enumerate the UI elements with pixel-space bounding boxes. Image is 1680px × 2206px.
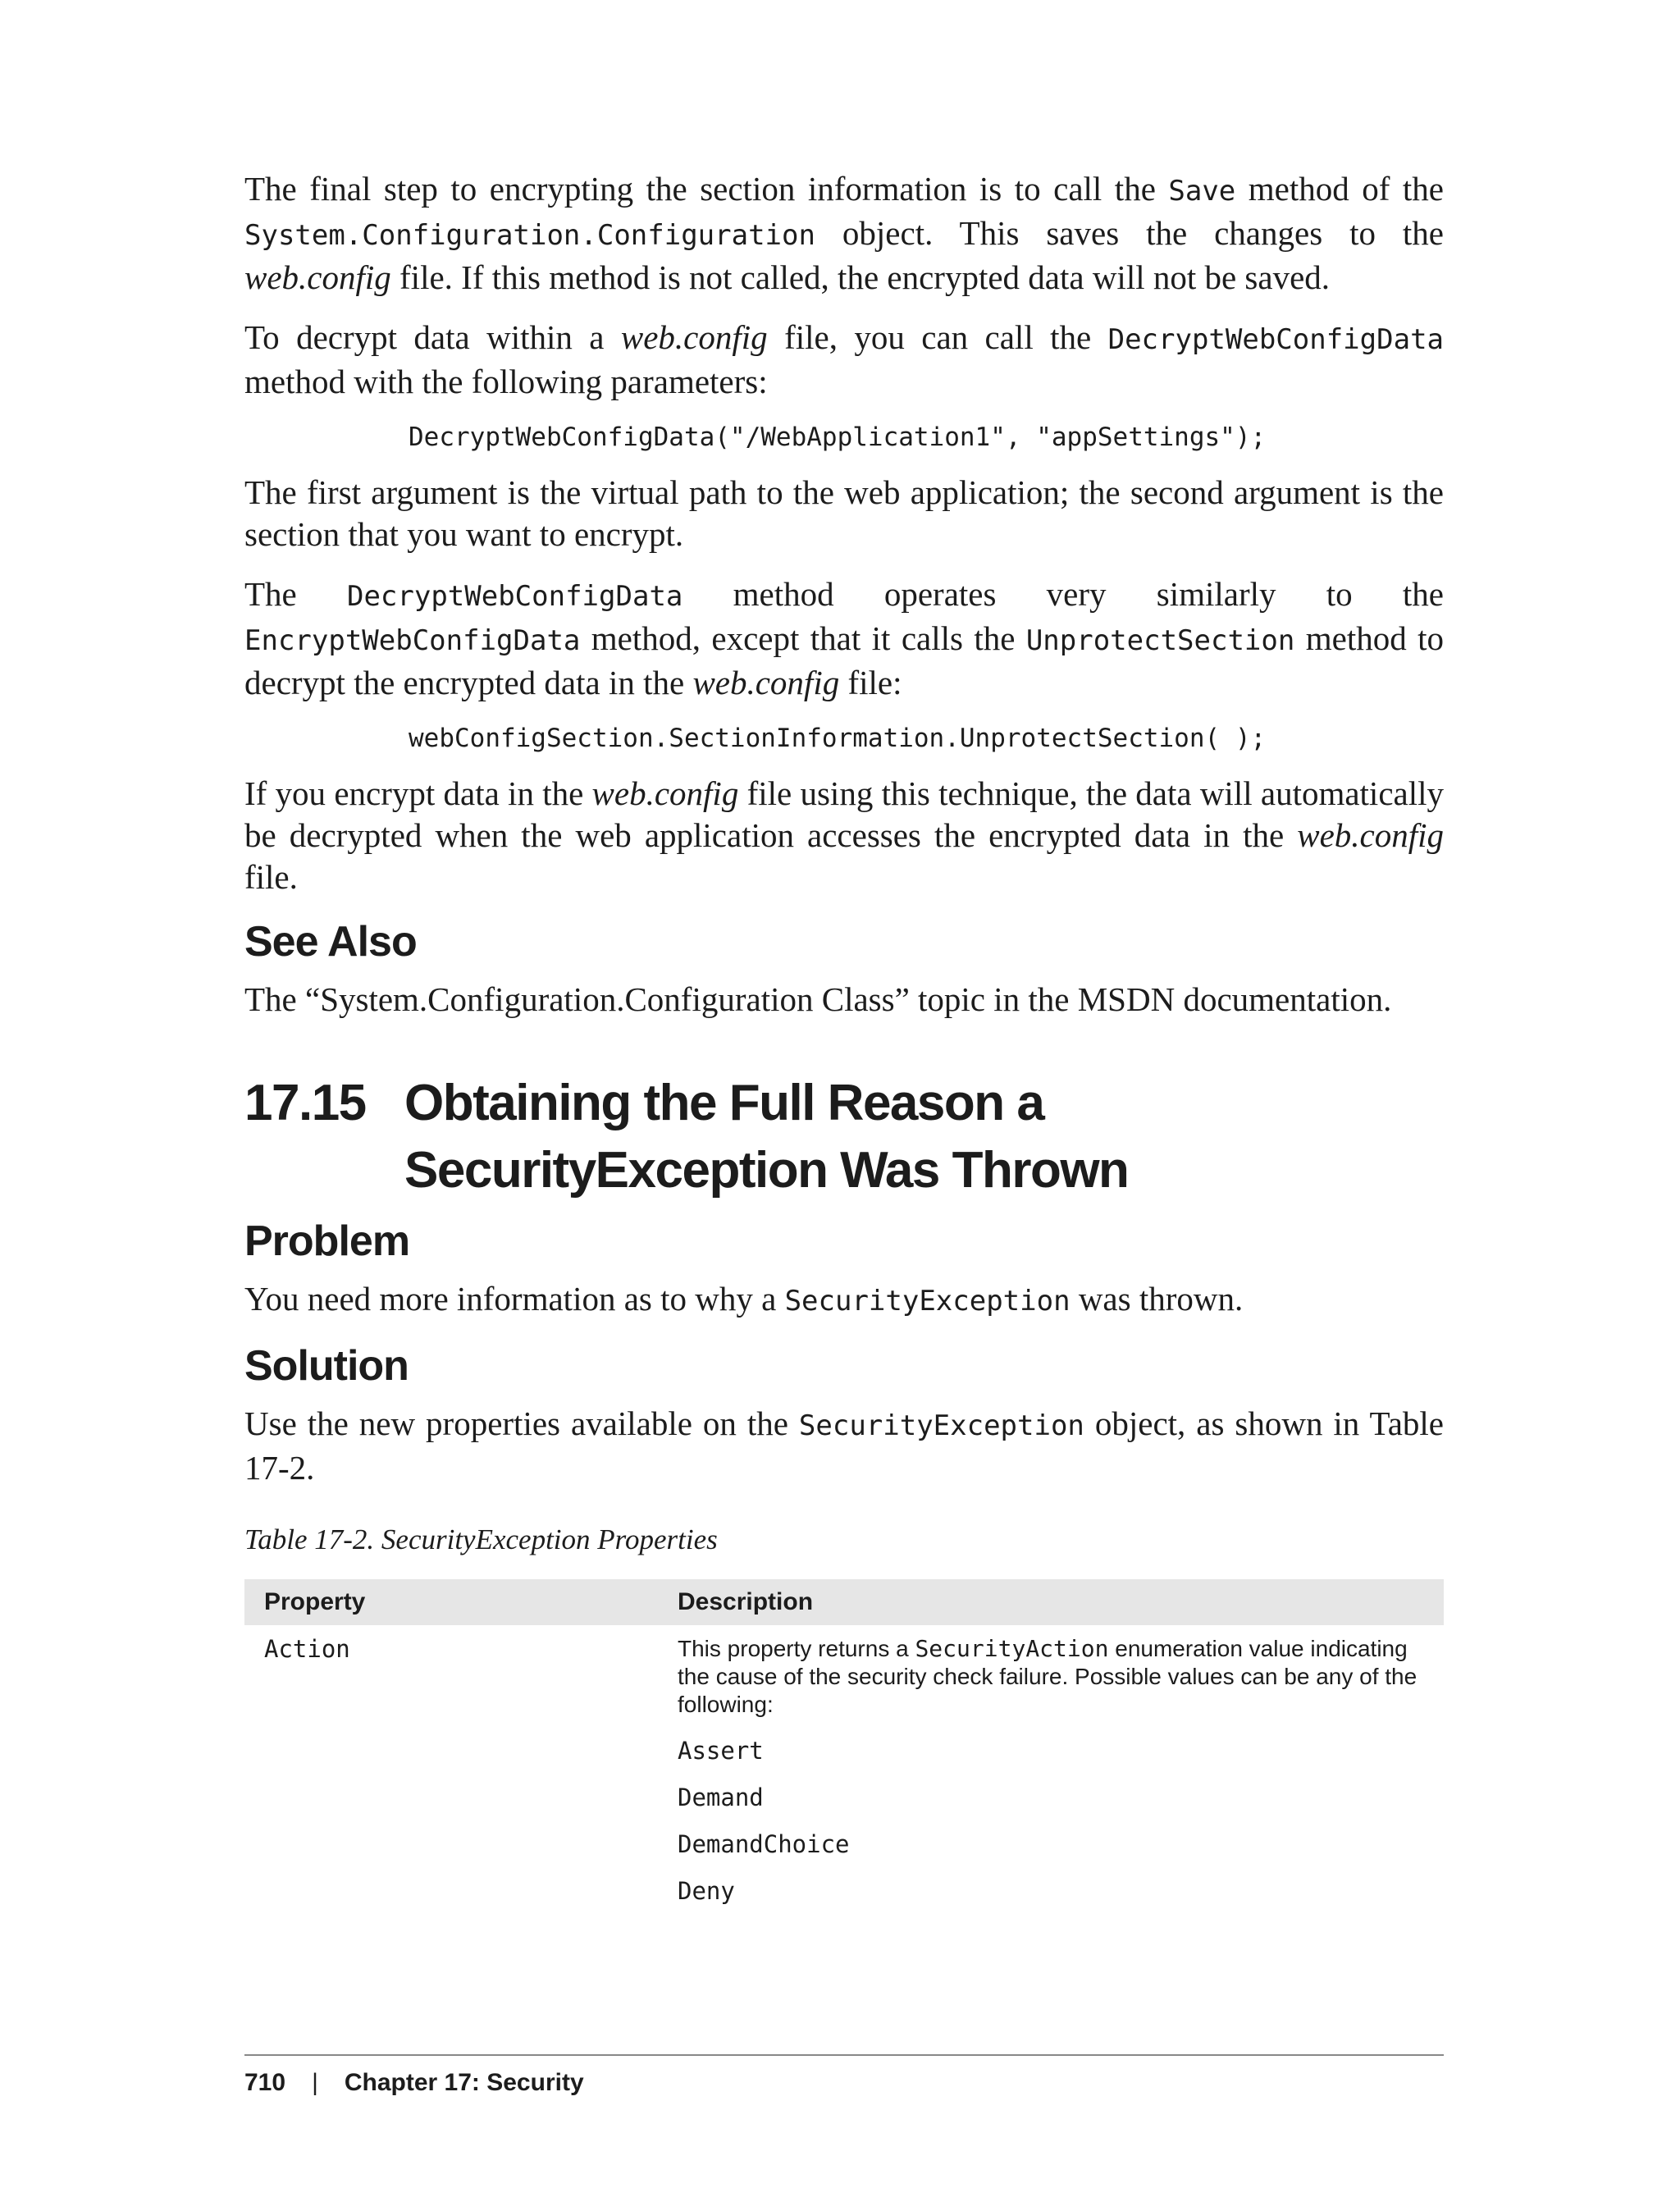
paragraph	[244, 773, 1444, 898]
text: The	[244, 575, 347, 613]
filename: web.config	[692, 664, 840, 701]
description-cell	[658, 1625, 1444, 1916]
solution-text	[244, 1403, 1444, 1489]
text: method operates very similarly to the	[682, 575, 1444, 613]
text: enumeration value indicating the cause of the security check failure. Possible values can be any of the following:	[678, 1636, 1418, 1717]
text: The final step to encrypting the section information is to call the	[244, 170, 1169, 208]
text: You need more information as to why a	[244, 1280, 785, 1318]
text: method of the	[1235, 170, 1444, 208]
text: method to decrypt the encrypted data in the	[244, 619, 1444, 701]
filename: web.config	[244, 258, 391, 296]
paragraph	[244, 317, 1444, 403]
see-also-heading: See Also	[244, 918, 417, 966]
paragraph	[244, 168, 1444, 299]
column-header: Description	[658, 1579, 1444, 1625]
footer-separator: |	[312, 2069, 318, 2096]
code-block: webConfigSection.SectionInformation.UnprotectSection( );	[409, 724, 1267, 753]
text: method, except that it calls the	[580, 619, 1026, 657]
properties-table	[244, 1579, 1444, 1916]
text: file.	[244, 858, 298, 896]
code-inline: SecurityException	[798, 1409, 1084, 1442]
text: If you encrypt data in the	[244, 774, 592, 812]
code-inline: DecryptWebConfigData	[346, 580, 683, 613]
enum-value: Assert	[678, 1737, 764, 1765]
text: file, you can call the	[767, 318, 1108, 356]
filename: web.config	[1297, 816, 1444, 854]
text: This property returns a	[678, 1636, 915, 1661]
page-footer	[244, 2054, 1444, 2097]
text: To decrypt data within a	[244, 318, 621, 356]
text: file:	[839, 664, 902, 701]
code-inline: UnprotectSection	[1025, 624, 1295, 657]
text: file using this technique, the data will automatically be decrypted when the web application accesses the encrypted data in the	[244, 774, 1445, 854]
code-inline: SecurityAction	[915, 1635, 1109, 1662]
filename: web.config	[591, 774, 739, 812]
paragraph	[244, 573, 1444, 704]
text: method with the following parameters:	[244, 363, 768, 400]
enum-value: Deny	[678, 1877, 735, 1905]
code-inline: EncryptWebConfigData	[244, 624, 581, 657]
property-cell: Action	[264, 1635, 350, 1663]
code-inline: DecryptWebConfigData	[1107, 323, 1445, 356]
code-inline: System.Configuration.Configuration	[244, 219, 815, 252]
text: Use the new properties available on the	[244, 1404, 799, 1442]
code-inline: SecurityException	[784, 1285, 1071, 1318]
problem-text	[244, 1278, 1444, 1322]
problem-heading: Problem	[244, 1217, 410, 1265]
code-block: DecryptWebConfigData("/WebApplication1", "appSettings");	[409, 422, 1267, 452]
section-heading	[244, 1070, 1444, 1204]
column-header: Property	[244, 1579, 658, 1625]
text: object. This saves the changes to the	[815, 214, 1444, 252]
text: was thrown.	[1070, 1280, 1244, 1318]
text: file. If this method is not called, the encrypted data will not be saved.	[390, 258, 1331, 296]
solution-heading: Solution	[244, 1342, 409, 1390]
table-caption: Table 17-2. SecurityException Properties	[244, 1523, 718, 1555]
code-inline: Save	[1168, 175, 1236, 208]
section-title: Obtaining the Full Reason a SecurityException Was Thrown	[404, 1075, 1129, 1199]
enum-value: DemandChoice	[678, 1830, 850, 1858]
page-content	[244, 168, 1444, 1916]
paragraph: The first argument is the virtual path to the web application; the second argument is the section that you want to encrypt.	[244, 473, 1444, 553]
section-number: 17.15	[244, 1075, 366, 1131]
text: object, as shown in Table 17-2.	[244, 1404, 1444, 1487]
page-number: 710	[244, 2069, 286, 2096]
table-row	[244, 1625, 1444, 1916]
table-header-row	[244, 1579, 1444, 1625]
enum-value: Demand	[678, 1784, 764, 1811]
description-text	[678, 1635, 1424, 1719]
filename: web.config	[620, 318, 768, 356]
see-also-text: The “System.Configuration.Configuration Class” topic in the MSDN documentation.	[244, 980, 1392, 1018]
chapter-label: Chapter 17: Security	[344, 2069, 584, 2096]
